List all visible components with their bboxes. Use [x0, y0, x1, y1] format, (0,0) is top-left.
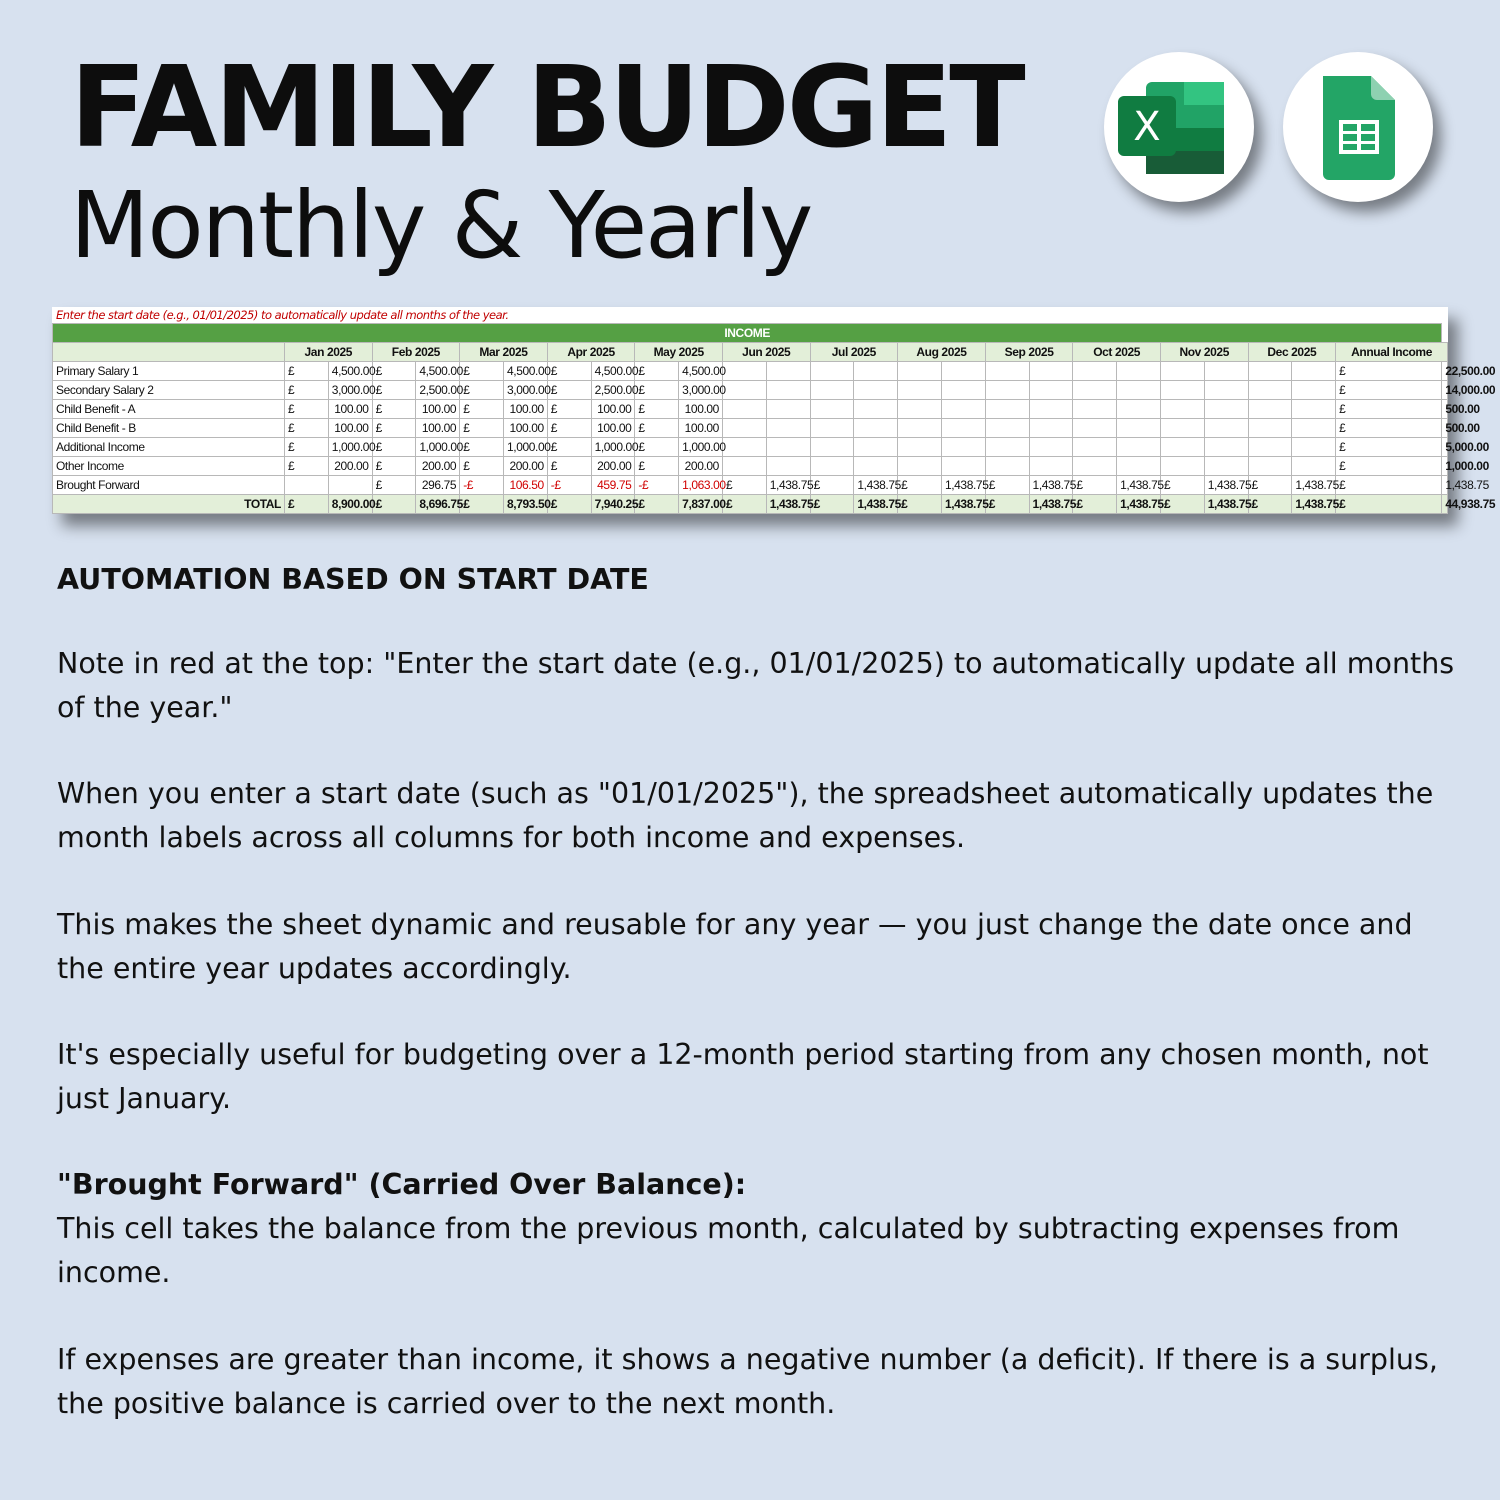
currency-symbol[interactable]: £ [1248, 495, 1292, 514]
value-cell[interactable] [854, 438, 898, 457]
currency-symbol[interactable] [898, 419, 942, 438]
currency-symbol[interactable] [898, 438, 942, 457]
currency-symbol[interactable] [898, 362, 942, 381]
value-cell[interactable] [1117, 419, 1161, 438]
currency-symbol[interactable]: £ [1336, 419, 1442, 438]
currency-symbol[interactable] [1160, 438, 1204, 457]
month-header: Jan 2025 [285, 343, 373, 362]
currency-symbol[interactable] [722, 438, 766, 457]
currency-symbol[interactable]: £ [372, 457, 416, 476]
value-cell[interactable] [1204, 438, 1248, 457]
currency-symbol[interactable]: £ [1073, 495, 1117, 514]
currency-symbol[interactable] [1073, 400, 1117, 419]
currency-symbol[interactable] [1073, 419, 1117, 438]
currency-symbol[interactable] [1073, 438, 1117, 457]
value-cell[interactable]: 1,063.00 [679, 476, 723, 495]
currency-symbol[interactable] [1248, 419, 1292, 438]
row-label[interactable]: Other Income [53, 457, 285, 476]
total-row [53, 495, 1448, 514]
value-cell[interactable]: 100.00 [328, 400, 372, 419]
value-cell[interactable]: 2,500.00 [416, 381, 460, 400]
currency-symbol[interactable] [1073, 362, 1117, 381]
income-table [52, 323, 1496, 514]
income-row [53, 400, 1448, 419]
currency-symbol[interactable]: £ [547, 381, 591, 400]
value-cell[interactable] [1117, 381, 1161, 400]
value-cell[interactable]: 200.00 [416, 457, 460, 476]
value-cell[interactable]: 4,500.00 [328, 362, 372, 381]
month-header: Dec 2025 [1248, 343, 1336, 362]
currency-symbol[interactable]: £ [635, 400, 679, 419]
value-cell[interactable] [1029, 400, 1073, 419]
currency-symbol[interactable] [285, 476, 329, 495]
currency-symbol[interactable] [810, 419, 854, 438]
value-cell[interactable] [766, 381, 810, 400]
value-cell[interactable] [941, 457, 985, 476]
annual-cell[interactable]: 5,000.00 [1442, 438, 1448, 457]
month-header-blank [53, 343, 285, 362]
currency-symbol[interactable] [722, 381, 766, 400]
value-cell[interactable]: 1,000.00 [328, 438, 372, 457]
value-cell[interactable] [1029, 438, 1073, 457]
value-cell[interactable] [766, 400, 810, 419]
currency-symbol[interactable]: -£ [460, 476, 504, 495]
currency-symbol[interactable]: £ [1336, 476, 1442, 495]
currency-symbol[interactable] [1160, 400, 1204, 419]
currency-symbol[interactable]: £ [460, 438, 504, 457]
currency-symbol[interactable] [722, 362, 766, 381]
value-cell[interactable]: 3,000.00 [679, 381, 723, 400]
currency-symbol[interactable]: £ [285, 495, 329, 514]
value-cell[interactable] [941, 438, 985, 457]
value-cell[interactable] [854, 381, 898, 400]
value-cell[interactable]: 200.00 [503, 457, 547, 476]
currency-symbol[interactable] [1073, 457, 1117, 476]
currency-symbol[interactable]: £ [372, 362, 416, 381]
currency-symbol[interactable] [985, 419, 1029, 438]
currency-symbol[interactable]: £ [547, 362, 591, 381]
value-cell[interactable]: 4,500.00 [416, 362, 460, 381]
value-cell[interactable] [766, 457, 810, 476]
annual-cell[interactable]: 1,438.75 [1442, 476, 1448, 495]
currency-symbol[interactable] [810, 400, 854, 419]
currency-symbol[interactable] [1160, 362, 1204, 381]
currency-symbol[interactable] [985, 438, 1029, 457]
value-cell[interactable] [1292, 400, 1336, 419]
currency-symbol[interactable]: £ [810, 476, 854, 495]
value-cell[interactable] [941, 400, 985, 419]
currency-symbol[interactable] [898, 400, 942, 419]
value-cell[interactable]: 1,438.75 [941, 476, 985, 495]
currency-symbol[interactable]: £ [1336, 362, 1442, 381]
currency-symbol[interactable]: £ [547, 438, 591, 457]
currency-symbol[interactable] [810, 381, 854, 400]
currency-symbol[interactable]: £ [372, 419, 416, 438]
value-cell[interactable] [766, 419, 810, 438]
currency-symbol[interactable]: £ [372, 476, 416, 495]
excel-icon [1104, 52, 1254, 202]
row-label[interactable]: Secondary Salary 2 [53, 381, 285, 400]
value-cell[interactable] [1117, 362, 1161, 381]
value-cell[interactable] [854, 457, 898, 476]
currency-symbol[interactable]: £ [985, 495, 1029, 514]
value-cell[interactable]: 4,500.00 [503, 362, 547, 381]
currency-symbol[interactable]: £ [372, 381, 416, 400]
value-cell[interactable]: 2,500.00 [591, 381, 635, 400]
currency-symbol[interactable]: £ [1336, 457, 1442, 476]
value-cell[interactable]: 1,438.75 [1292, 476, 1336, 495]
total-label[interactable]: TOTAL [53, 495, 285, 514]
currency-symbol[interactable]: £ [285, 362, 329, 381]
value-cell[interactable]: 100.00 [503, 419, 547, 438]
annual-cell[interactable]: 500.00 [1442, 419, 1448, 438]
currency-symbol[interactable] [722, 419, 766, 438]
value-cell[interactable]: 200.00 [591, 457, 635, 476]
currency-symbol[interactable] [898, 457, 942, 476]
currency-symbol[interactable]: £ [460, 419, 504, 438]
currency-symbol[interactable]: £ [460, 457, 504, 476]
currency-symbol[interactable]: -£ [635, 476, 679, 495]
annual-cell[interactable]: 1,000.00 [1442, 457, 1448, 476]
currency-symbol[interactable] [1248, 400, 1292, 419]
value-cell[interactable] [766, 438, 810, 457]
currency-symbol[interactable]: £ [372, 438, 416, 457]
value-cell[interactable]: 1,438.75 [1117, 495, 1161, 514]
income-row [53, 476, 1448, 495]
currency-symbol[interactable]: £ [635, 457, 679, 476]
currency-symbol[interactable] [898, 381, 942, 400]
currency-symbol[interactable] [1160, 457, 1204, 476]
value-cell[interactable]: 1,438.75 [941, 495, 985, 514]
value-cell[interactable] [1204, 381, 1248, 400]
value-cell[interactable]: 1,438.75 [1029, 495, 1073, 514]
value-cell[interactable]: 100.00 [503, 400, 547, 419]
value-cell[interactable]: 200.00 [679, 457, 723, 476]
income-row [53, 419, 1448, 438]
value-cell[interactable]: 8,793.50 [503, 495, 547, 514]
month-header: Nov 2025 [1160, 343, 1248, 362]
currency-symbol[interactable]: £ [898, 476, 942, 495]
page-subtitle: Monthly & Yearly [70, 172, 812, 279]
value-cell[interactable]: 1,438.75 [1029, 476, 1073, 495]
value-cell[interactable]: 3,000.00 [503, 381, 547, 400]
currency-symbol[interactable]: £ [635, 381, 679, 400]
month-header-row [53, 343, 1448, 362]
currency-symbol[interactable] [722, 400, 766, 419]
currency-symbol[interactable] [985, 457, 1029, 476]
paragraph-deficit: If expenses are greater than income, it shows a negative number (a deficit). If there is a surplus, the positive balance is carried over to the next month. [57, 1343, 1438, 1420]
value-cell[interactable] [1292, 381, 1336, 400]
value-cell[interactable] [941, 381, 985, 400]
value-cell[interactable]: 1,438.75 [854, 476, 898, 495]
currency-symbol[interactable]: £ [547, 419, 591, 438]
currency-symbol[interactable] [1248, 457, 1292, 476]
value-cell[interactable]: 1,000.00 [679, 438, 723, 457]
currency-symbol[interactable]: £ [1336, 495, 1442, 514]
value-cell[interactable]: 100.00 [328, 419, 372, 438]
heading-brought-forward: "Brought Forward" (Carried Over Balance): [57, 1168, 747, 1201]
currency-symbol[interactable]: £ [285, 419, 329, 438]
currency-symbol[interactable] [1073, 381, 1117, 400]
currency-symbol[interactable] [1160, 419, 1204, 438]
value-cell[interactable] [328, 476, 372, 495]
currency-symbol[interactable] [1248, 381, 1292, 400]
value-cell[interactable]: 1,438.75 [766, 476, 810, 495]
value-cell[interactable]: 1,438.75 [1117, 476, 1161, 495]
value-cell[interactable]: 1,000.00 [591, 438, 635, 457]
value-cell[interactable] [1204, 400, 1248, 419]
annual-cell[interactable]: 500.00 [1442, 400, 1448, 419]
paragraph-note: Note in red at the top: "Enter the start date (e.g., 01/01/2025) to automatically update all months of the year." [57, 647, 1455, 724]
currency-symbol[interactable]: £ [1160, 476, 1204, 495]
value-cell[interactable]: 1,000.00 [503, 438, 547, 457]
value-cell[interactable] [1029, 457, 1073, 476]
value-cell[interactable] [854, 400, 898, 419]
value-cell[interactable]: 4,500.00 [591, 362, 635, 381]
income-band-title: INCOME [53, 324, 1442, 343]
value-cell[interactable]: 1,438.75 [1204, 476, 1248, 495]
currency-symbol[interactable] [810, 362, 854, 381]
currency-symbol[interactable]: £ [635, 438, 679, 457]
value-cell[interactable]: 296.75 [416, 476, 460, 495]
currency-symbol[interactable] [1248, 362, 1292, 381]
value-cell[interactable]: 8,900.00 [328, 495, 372, 514]
currency-symbol[interactable]: £ [722, 495, 766, 514]
paragraph-balance: This cell takes the balance from the previous month, calculated by subtracting expenses from income. [57, 1212, 1400, 1289]
value-cell[interactable] [1029, 362, 1073, 381]
currency-symbol[interactable]: £ [460, 495, 504, 514]
value-cell[interactable] [1292, 362, 1336, 381]
value-cell[interactable]: 8,696.75 [416, 495, 460, 514]
value-cell[interactable] [854, 362, 898, 381]
value-cell[interactable] [1029, 419, 1073, 438]
value-cell[interactable] [941, 419, 985, 438]
value-cell[interactable]: 100.00 [591, 400, 635, 419]
value-cell[interactable]: 100.00 [416, 400, 460, 419]
currency-symbol[interactable]: -£ [547, 476, 591, 495]
currency-symbol[interactable] [722, 457, 766, 476]
income-spreadsheet [52, 307, 1496, 514]
month-header: Mar 2025 [460, 343, 548, 362]
currency-symbol[interactable]: £ [1160, 495, 1204, 514]
currency-symbol[interactable]: £ [1248, 476, 1292, 495]
value-cell[interactable]: 1,438.75 [766, 495, 810, 514]
value-cell[interactable] [1117, 438, 1161, 457]
value-cell[interactable]: 7,940.25 [591, 495, 635, 514]
month-header: Oct 2025 [1073, 343, 1161, 362]
income-row [53, 362, 1448, 381]
annual-cell[interactable]: 22,500.00 [1442, 362, 1448, 381]
value-cell[interactable] [1117, 400, 1161, 419]
currency-symbol[interactable]: £ [635, 362, 679, 381]
currency-symbol[interactable]: £ [547, 495, 591, 514]
row-label[interactable]: Child Benefit - B [53, 419, 285, 438]
value-cell[interactable]: 100.00 [679, 419, 723, 438]
currency-symbol[interactable] [1248, 438, 1292, 457]
currency-symbol[interactable] [985, 381, 1029, 400]
currency-symbol[interactable]: £ [372, 495, 416, 514]
row-label[interactable]: Brought Forward [53, 476, 285, 495]
value-cell[interactable]: 7,837.00 [679, 495, 723, 514]
paragraph-12-month: It's especially useful for budgeting over a 12-month period starting from any chosen month, not just January. [57, 1038, 1429, 1115]
value-cell[interactable]: 1,438.75 [854, 495, 898, 514]
value-cell[interactable] [1117, 457, 1161, 476]
svg-text:X: X [1133, 104, 1161, 150]
currency-symbol[interactable]: £ [460, 381, 504, 400]
value-cell[interactable] [1029, 381, 1073, 400]
value-cell[interactable]: 1,000.00 [416, 438, 460, 457]
currency-symbol[interactable]: £ [898, 495, 942, 514]
currency-symbol[interactable]: £ [285, 400, 329, 419]
value-cell[interactable]: 200.00 [328, 457, 372, 476]
currency-symbol[interactable]: £ [547, 400, 591, 419]
currency-symbol[interactable]: £ [372, 400, 416, 419]
currency-symbol[interactable] [1160, 381, 1204, 400]
currency-symbol[interactable]: £ [985, 476, 1029, 495]
annual-income-header: Annual Income [1336, 343, 1448, 362]
currency-symbol[interactable]: £ [722, 476, 766, 495]
value-cell[interactable]: 100.00 [416, 419, 460, 438]
currency-symbol[interactable]: £ [810, 495, 854, 514]
annual-cell[interactable]: 14,000.00 [1442, 381, 1448, 400]
row-label[interactable]: Additional Income [53, 438, 285, 457]
month-header: Sep 2025 [985, 343, 1073, 362]
income-row [53, 438, 1448, 457]
paragraph-dynamic: This makes the sheet dynamic and reusable for any year — you just change the date once and the entire year updates accordingly. [57, 908, 1413, 985]
value-cell[interactable]: 100.00 [679, 400, 723, 419]
heading-automation: AUTOMATION BASED ON START DATE [57, 563, 649, 596]
income-row [53, 457, 1448, 476]
currency-symbol[interactable]: £ [1336, 381, 1442, 400]
value-cell[interactable] [854, 419, 898, 438]
start-date-note: Enter the start date (e.g., 01/01/2025) to automatically update all months of the year. [52, 307, 1448, 323]
currency-symbol[interactable] [810, 457, 854, 476]
page-title: FAMILY BUDGET [70, 43, 1023, 173]
currency-symbol[interactable]: £ [285, 457, 329, 476]
annual-cell[interactable]: 44,938.75 [1442, 495, 1448, 514]
value-cell[interactable] [1292, 438, 1336, 457]
currency-symbol[interactable]: £ [547, 457, 591, 476]
currency-symbol[interactable] [985, 400, 1029, 419]
currency-symbol[interactable]: £ [285, 438, 329, 457]
income-row [53, 381, 1448, 400]
month-header: Jul 2025 [810, 343, 898, 362]
row-label[interactable]: Child Benefit - A [53, 400, 285, 419]
currency-symbol[interactable]: £ [1073, 476, 1117, 495]
paragraph-start-date: When you enter a start date (such as "01/01/2025"), the spreadsheet automatically updates the month labels across all columns for both income and expenses. [57, 777, 1434, 854]
currency-symbol[interactable]: £ [460, 362, 504, 381]
value-cell[interactable]: 106.50 [503, 476, 547, 495]
value-cell[interactable] [1292, 419, 1336, 438]
value-cell[interactable]: 100.00 [591, 419, 635, 438]
month-header: Jun 2025 [722, 343, 810, 362]
month-header: May 2025 [635, 343, 723, 362]
value-cell[interactable]: 1,438.75 [1204, 495, 1248, 514]
value-cell[interactable] [1204, 457, 1248, 476]
currency-symbol[interactable]: £ [1336, 438, 1442, 457]
currency-symbol[interactable]: £ [460, 400, 504, 419]
value-cell[interactable]: 3,000.00 [328, 381, 372, 400]
value-cell[interactable]: 1,438.75 [1292, 495, 1336, 514]
value-cell[interactable] [1204, 419, 1248, 438]
value-cell[interactable] [941, 362, 985, 381]
value-cell[interactable] [1204, 362, 1248, 381]
currency-symbol[interactable]: £ [1336, 400, 1442, 419]
currency-symbol[interactable]: £ [285, 381, 329, 400]
currency-symbol[interactable]: £ [635, 419, 679, 438]
currency-symbol[interactable] [810, 438, 854, 457]
value-cell[interactable] [766, 362, 810, 381]
value-cell[interactable] [1292, 457, 1336, 476]
currency-symbol[interactable] [985, 362, 1029, 381]
row-label[interactable]: Primary Salary 1 [53, 362, 285, 381]
currency-symbol[interactable]: £ [635, 495, 679, 514]
month-header: Aug 2025 [898, 343, 986, 362]
value-cell[interactable]: 4,500.00 [679, 362, 723, 381]
value-cell[interactable]: 459.75 [591, 476, 635, 495]
month-header: Apr 2025 [547, 343, 635, 362]
month-header: Feb 2025 [372, 343, 460, 362]
google-sheets-icon [1283, 52, 1433, 202]
